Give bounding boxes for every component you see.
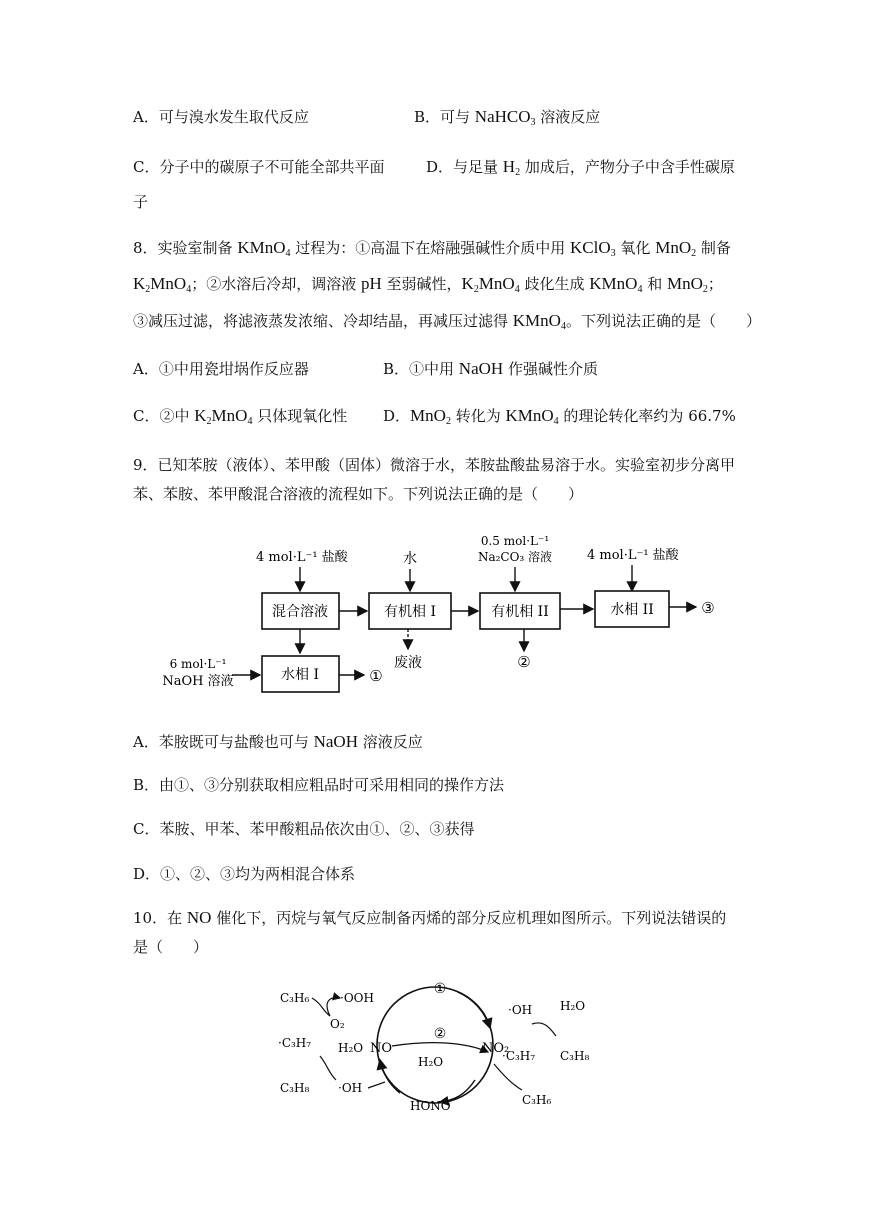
q9-option-c: C．苯胺、甲苯、苯甲酸粗品依次由①、②、③获得 bbox=[133, 820, 475, 838]
q10-stem-line1: 10．在 NO 催化下，丙烷与氧气反应制备丙烯的部分反应机理如图所示。下列说法错误的 bbox=[133, 908, 727, 927]
q9-option-d: D．①、②、③均为两相混合体系 bbox=[133, 865, 356, 883]
q7-option-d-cont: 子 bbox=[133, 193, 149, 211]
separation-flow-diagram bbox=[150, 525, 730, 705]
species-ooh: ·OOH bbox=[340, 991, 374, 1005]
reagent-water: 水 bbox=[403, 551, 417, 567]
label-waste: 废液 bbox=[394, 655, 422, 671]
q8-stem-line2: $K_2MnO_4$；②水溶后冷却，调溶液 pH 至弱碱性，$K_2MnO_4$ 歧化生成 KMnO$_4$ 和 MnO$_2$； bbox=[133, 274, 723, 295]
species-no: NO bbox=[370, 1041, 393, 1056]
q8-option-c: C．②中 $K_2MnO_4$ 只体现氧化性 bbox=[133, 406, 348, 427]
species-o2: O₂ bbox=[330, 1017, 345, 1031]
species-no2: NO₂ bbox=[482, 1041, 510, 1056]
reagent-na2co3-conc: 0.5 mol·L⁻¹ bbox=[480, 534, 550, 548]
q8-option-d: D．MnO$_2$ 转化为 KMnO$_4$ 的理论转化率约为 66.7% bbox=[383, 406, 736, 427]
species-c3h8-left: C₃H₈ bbox=[280, 1081, 310, 1095]
q9-stem-line2: 苯、苯胺、苯甲酸混合溶液的流程如下。下列说法正确的是（ ） bbox=[133, 485, 584, 503]
product-3: ③ bbox=[701, 599, 715, 617]
label-aqueous-phase-1: 水相 I bbox=[281, 667, 319, 683]
reagent-naoh: NaOH 溶液 bbox=[162, 674, 234, 689]
reaction-mechanism-diagram bbox=[270, 980, 610, 1120]
product-2: ② bbox=[517, 653, 531, 671]
product-1: ① bbox=[369, 667, 383, 685]
q7-option-c: C．分子中的碳原子不可能全部共平面 bbox=[133, 158, 385, 176]
reagent-hcl-2: 4 mol·L⁻¹ 盐酸 bbox=[587, 548, 679, 563]
species-c3h6-left: C₃H₆ bbox=[280, 991, 310, 1005]
species-c3h6-right: C₃H₆ bbox=[522, 1093, 552, 1107]
label-mixed-solution: 混合溶液 bbox=[272, 604, 328, 620]
label-organic-phase-2: 有机相 II bbox=[491, 604, 549, 620]
species-hono: HONO bbox=[410, 1099, 451, 1113]
q7-option-a: A．可与溴水发生取代反应 bbox=[133, 108, 309, 126]
species-h2o-left: H₂O bbox=[338, 1041, 364, 1055]
q7-option-d: D．与足量 $H_2$ 加成后，产物分子中含手性碳原 bbox=[426, 157, 735, 178]
reagent-hcl-1: 4 mol·L⁻¹ 盐酸 bbox=[256, 550, 348, 565]
q8-option-b: B．①中用 NaOH 作强碱性介质 bbox=[383, 359, 598, 378]
reagent-naoh-conc: 6 mol·L⁻¹ bbox=[169, 657, 227, 671]
species-oh-right: ·OH bbox=[508, 1003, 533, 1017]
species-h2o-right: H₂O bbox=[560, 999, 586, 1013]
label-organic-phase-1: 有机相 I bbox=[384, 604, 436, 620]
q7-option-b: B．可与 NaHCO$_3$ 溶液反应 bbox=[414, 107, 601, 128]
species-c3h7-left: ·C₃H₇ bbox=[278, 1036, 312, 1050]
species-c3h7-right: ·C₃H₇ bbox=[502, 1049, 536, 1063]
species-c3h8-right: C₃H₈ bbox=[560, 1049, 590, 1063]
step-1-label: ① bbox=[433, 981, 447, 997]
q8-stem-line3: ③减压过滤，将滤液蒸发浓缩、冷却结晶，再减压过滤得 KMnO$_4$。下列说法正确的是（ ） bbox=[133, 311, 761, 332]
q9-option-a: A．苯胺既可与盐酸也可与 NaOH 溶液反应 bbox=[133, 732, 423, 751]
species-oh-left: ·OH bbox=[338, 1081, 363, 1095]
q8-option-a: A．①中用瓷坩埚作反应器 bbox=[133, 360, 309, 378]
reagent-na2co3: Na₂CO₃ 溶液 bbox=[477, 550, 553, 564]
step-2-label: ② bbox=[433, 1026, 447, 1042]
species-h2o-mid: H₂O bbox=[418, 1055, 444, 1069]
q8-stem-line1: 8．实验室制备 KMnO$_4$ 过程为：①高温下在熔融强碱性介质中用 KClO$_3$ 氧化 MnO$_2$ 制备 bbox=[133, 238, 731, 259]
label-aqueous-phase-2: 水相 II bbox=[610, 602, 654, 618]
q9-stem-line1: 9．已知苯胺（液体）、苯甲酸（固体）微溶于水，苯胺盐酸盐易溶于水。实验室初步分离甲 bbox=[133, 456, 736, 474]
q10-stem-line2: 是（ ） bbox=[133, 938, 209, 956]
q9-option-b: B．由①、③分别获取相应粗品时可采用相同的操作方法 bbox=[133, 776, 505, 794]
